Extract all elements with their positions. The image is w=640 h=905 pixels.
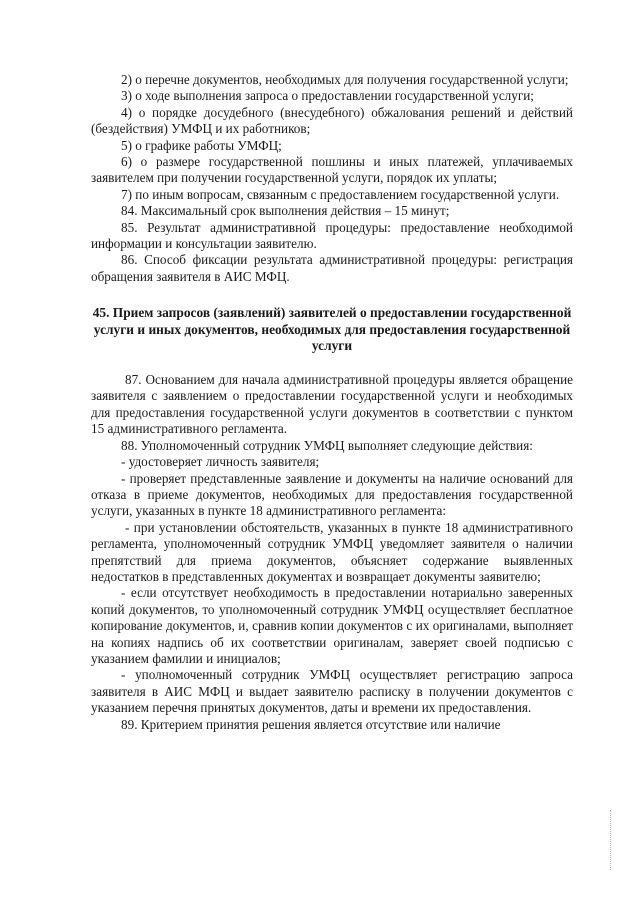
paragraph: 86. Способ фиксации результата административной процедуры: регистрация обращения заявителя в АИС МФЦ.: [91, 252, 573, 284]
paragraph: 7) по иным вопросам, связанным с предоставлением государственной услуги.: [121, 186, 560, 202]
paragraph: 5) о графике работы УМФЦ;: [121, 137, 282, 153]
list-item: - при установлении обстоятельств, указанных в пункте 18 административного регламента, уполномоченный сотрудник УМФЦ уведомляет заявителя о наличии препятствий для приема документов, объясняет содержание выявленных недостатков в представленных документах и возвращает документы заявителю;: [91, 519, 573, 584]
paragraph: 85. Результат административной процедуры: предоставление необходимой информации и консультации заявителю.: [91, 219, 573, 252]
paragraph: 3) о ходе выполнения запроса о предоставлении государственной услуги;: [121, 88, 534, 104]
paragraph: 87. Основанием для начала административной процедуры является обращение заявителя с заявлением о предоставлении государственной услуги и необходимых для предоставления государственной услуги документов в соответствии с пунктом 15 административного регламента.: [91, 372, 573, 437]
list-item: - уполномоченный сотрудник УМФЦ осуществляет регистрацию запроса заявителя в АИС МФЦ и выдает заявителю расписку в получении документов с указанием перечня принятых документов, даты и времени их предоставления.: [91, 667, 573, 716]
paragraph: 88. Уполномоченный сотрудник УМФЦ выполняет следующие действия:: [121, 437, 533, 453]
list-item: - удостоверяет личность заявителя;: [121, 454, 320, 470]
paragraph: 89. Критерием принятия решения является отсутствие или наличие: [121, 716, 501, 732]
list-item: - если отсутствует необходимость в предоставлении нотариально заверенных копий документов, то уполномоченный сотрудник УМФЦ осуществляет бесплатное копирование документов, и, сравнив копии документов с их оригиналами, выполняет на копиях надпись об их соответствии оригиналам, заверяет своей подписью с указанием фамилии и инициалов;: [91, 585, 573, 666]
paragraph: 84. Максимальный срок выполнения действия – 15 минут;: [121, 203, 450, 219]
scan-edge-mark: [610, 810, 612, 870]
paragraph: 6) о размере государственной пошлины и иных платежей, уплачиваемых заявителем при получении государственной услуги, порядок их уплаты;: [91, 154, 573, 186]
paragraph: 4) о порядке досудебного (внесудебного) обжалования решений и действий (бездействия) УМФЦ и их работников;: [91, 104, 573, 137]
section-heading: 45. Прием запросов (заявлений) заявителей о предоставлении государственной услуги и иных документов, необходимых для предоставления государственной услуги: [92, 305, 572, 354]
document-page: [91, 72, 573, 733]
list-item: - проверяет представленные заявление и документы на наличие оснований для отказа в приеме документов, необходимых для предоставления государственной услуги, указанных в пункте 18 административного регламента:: [91, 470, 573, 519]
paragraph: 2) о перечне документов, необходимых для получения государственной услуги;: [121, 72, 569, 87]
